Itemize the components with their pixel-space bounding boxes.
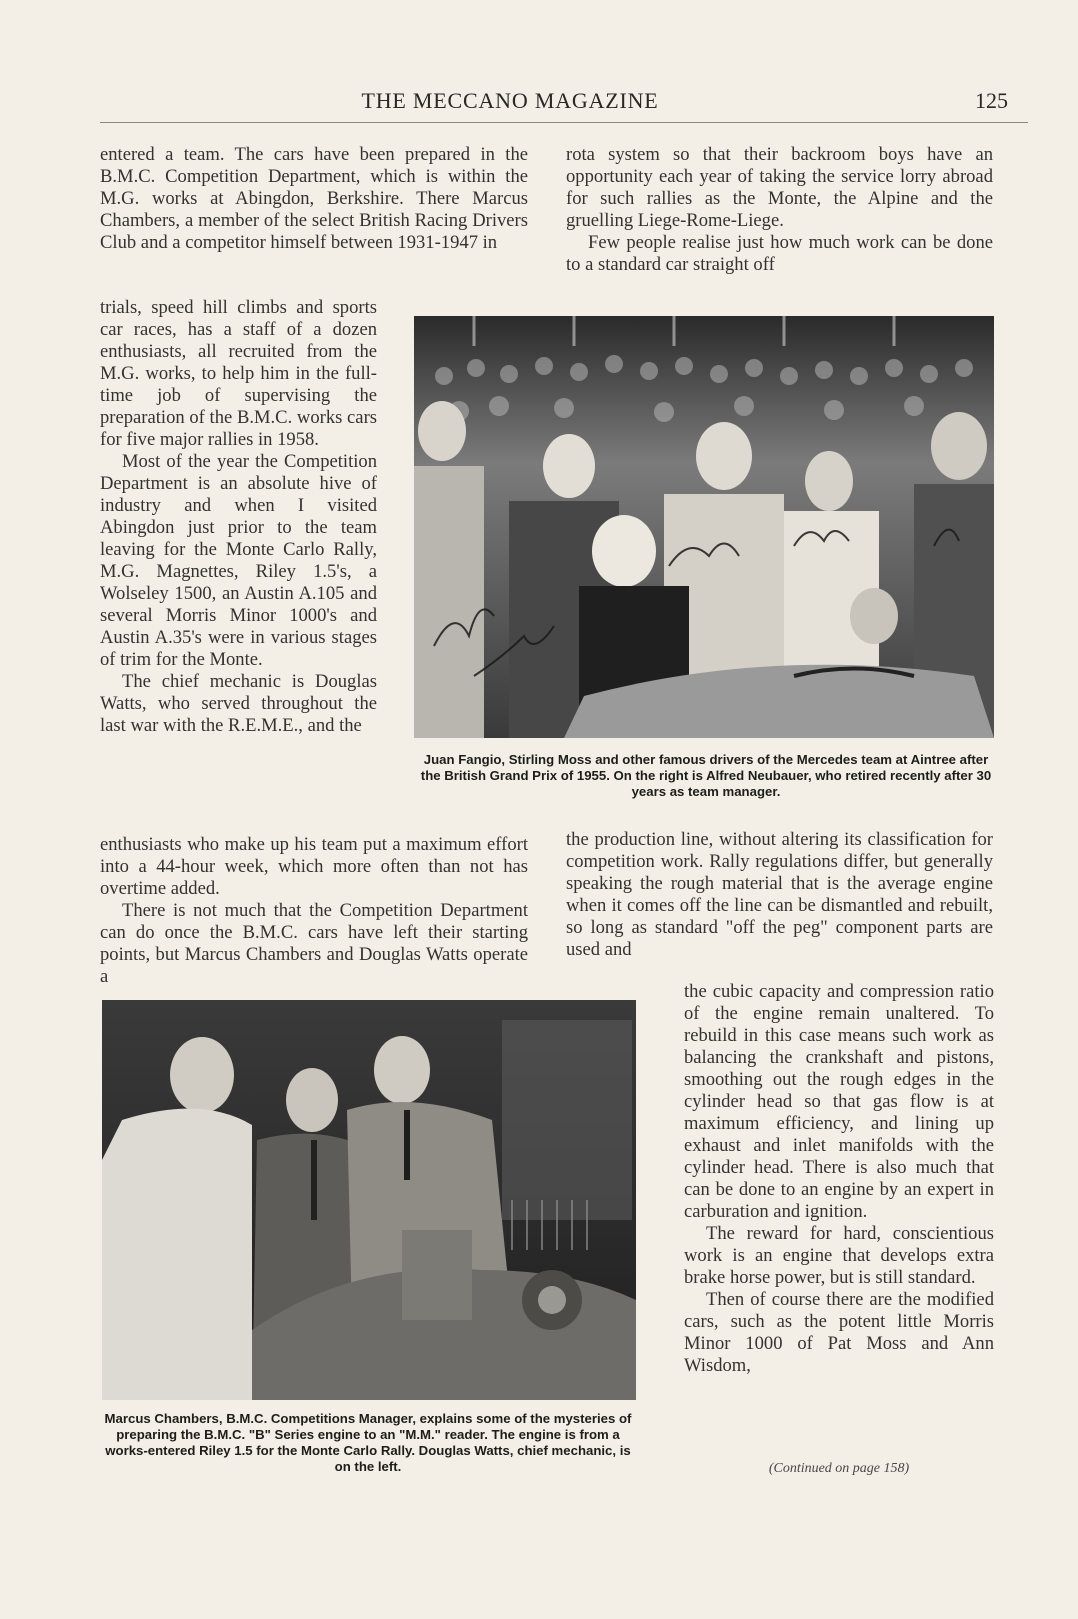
- col1-narrow-text: [100, 297, 377, 737]
- col1-top-text: [100, 144, 528, 254]
- engine-photo-caption: Marcus Chambers, B.M.C. Competitions Manager, explains some of the mysteries of preparing the B.M.C. "B" Series engine to an "M.M." reader. The engine is from a works-entered Riley 1.5 for the Monte Carlo Rally. Douglas Watts, chief mechanic, is on the left.: [104, 1411, 632, 1474]
- paragraph: The chief mechanic is Douglas Watts, who served throughout the last war with the R.E.M.E., and the: [100, 671, 377, 736]
- engine-photo-caption-box: [100, 1411, 636, 1475]
- col2-top-text: [566, 144, 993, 276]
- continued-note: (Continued on page 158): [768, 1461, 910, 1476]
- paragraph: rota system so that their backroom boys have an opportunity each year of taking the service lorry abroad for such rallies as the Monte, the Alpine and the gruelling Liege-Rome-Liege.: [566, 144, 993, 231]
- paragraph: Then of course there are the modified cars, such as the potent little Morris Minor 1000 of Pat Moss and Ann Wisdom,: [684, 1289, 994, 1376]
- paragraph: trials, speed hill climbs and sports car races, has a staff of a dozen enthusiasts, all recruited from the M.G. works, to help him in the full-time job of supervising the preparation of the B.M.C. works cars for five major rallies in 1958.: [100, 297, 377, 450]
- page-number: 125: [975, 88, 1008, 113]
- header-rule: [100, 122, 1028, 123]
- drivers-photo-caption-box: [416, 752, 996, 800]
- paragraph: entered a team. The cars have been prepared in the B.M.C. Competition Department, which is within the M.G. works at Abingdon, Berkshire. There Marcus Chambers, a member of the select British Racing Drivers Club and a competitor himself between 1931-1947 in: [100, 144, 528, 253]
- magazine-title: THE MECCANO MAGAZINE: [361, 88, 659, 113]
- col2-mid-text: [566, 829, 993, 961]
- paragraph: Few people realise just how much work can be done to a standard car straight off: [566, 232, 993, 275]
- col1-mid-text: [100, 834, 528, 988]
- paragraph: enthusiasts who make up his team put a maximum effort into a 44-hour week, which more often than not has overtime added.: [100, 834, 528, 899]
- paragraph: the production line, without altering its classification for competition work. Rally regulations differ, but generally speaking the rough material that is the average engine when it comes off the line can be dismantled and rebuilt, so long as standard "off the peg" component parts are used and: [566, 829, 993, 960]
- paragraph: There is not much that the Competition Department can do once the B.M.C. cars have left their starting points, but Marcus Chambers and Douglas Watts operate a: [100, 900, 528, 987]
- paragraph: the cubic capacity and compression ratio of the engine remain unaltered. To rebuild in this case means such work as balancing the crankshaft and pistons, smoothing out the rough edges in the cylinder head so that gas flow is at maximum efficiency, and lining up exhaust and inlet manifolds with the cylinder head. There is also much that can be done to an engine by an expert in carburation and ignition.: [684, 981, 994, 1222]
- engine-photo: [102, 1000, 636, 1400]
- col2-narrow-text: [684, 981, 994, 1377]
- drivers-photo: [414, 316, 994, 738]
- paragraph: Most of the year the Competition Department is an absolute hive of industry and when I visited Abingdon just prior to the team leaving for the Monte Carlo Rally, M.G. Magnettes, Riley 1.5's, a Wolseley 1500, an Austin A.105 and several Morris Minor 1000's and Austin A.35's were in various stages of trim for the Monte.: [100, 451, 377, 670]
- paragraph: The reward for hard, conscientious work is an engine that develops extra brake horse power, but is still standard.: [684, 1223, 994, 1288]
- drivers-photo-caption: Juan Fangio, Stirling Moss and other famous drivers of the Mercedes team at Aintree after the British Grand Prix of 1955. On the right is Alfred Neubauer, who retired recently after 30 years as team manager.: [420, 752, 992, 799]
